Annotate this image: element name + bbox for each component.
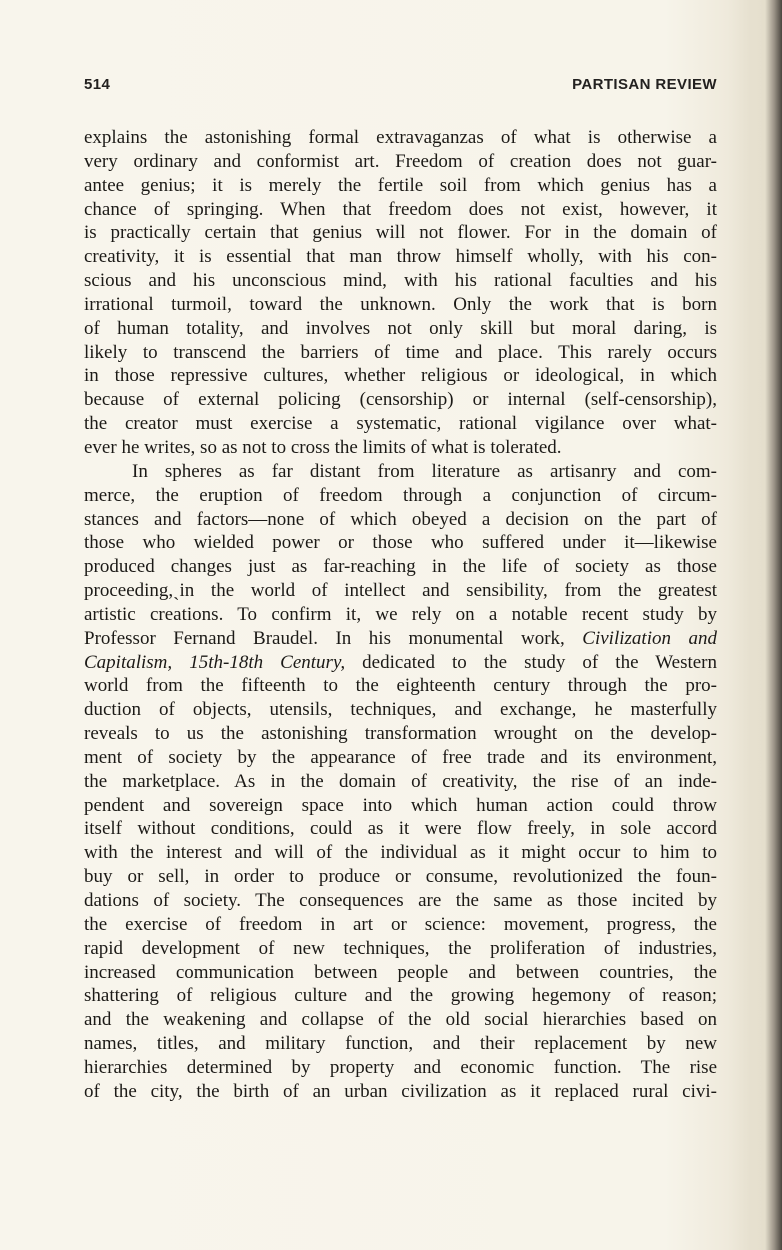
text-line: pendent and sovereign space into which human action could throw — [84, 794, 717, 816]
text-line: increased communication between people and between countries, the — [84, 961, 717, 983]
text-line: creativity, it is essential that man throw himself wholly, with his con- — [84, 246, 717, 268]
text-line: those who wielded power or those who suffered under it—likewise — [84, 532, 717, 554]
text-line: scious and his unconscious mind, with his rational faculties and his — [84, 270, 717, 292]
binding-edge-shadow — [756, 0, 782, 1250]
text-line: irrational turmoil, toward the unknown. Only the work that is born — [84, 293, 717, 315]
text-line-paragraph-end: ever he writes, so as not to cross the limits of what is tolerated. — [84, 436, 562, 458]
text-line: explains the astonishing formal extravaganzas of what is otherwise a — [84, 127, 717, 148]
text-line-with-title — [84, 627, 717, 651]
text-line: ment of society by the appearance of free trade and its environment, — [84, 746, 717, 768]
text-line: and the weakening and collapse of the old social hierarchies based on — [84, 1009, 717, 1031]
text-line: is practically certain that genius will not flower. For in the domain of — [84, 222, 717, 244]
text-line: of human totality, and involves not only skill but moral daring, is — [84, 317, 717, 339]
book-title-continued: Capitalism, 15th-18th Century, — [84, 651, 346, 673]
text-line: dations of society. The consequences are the same as those incited by — [84, 890, 717, 911]
book-title: Civilization and — [582, 627, 717, 649]
text-fragment: Professor Fernand Braudel. In his monumental work, — [84, 627, 565, 649]
text-line: shattering of religious culture and the growing hegemony of reason; — [84, 985, 717, 1007]
text-line: duction of objects, utensils, techniques, and exchange, he masterfully — [84, 699, 717, 721]
text-line-with-title — [84, 651, 717, 675]
text-line: chance of springing. When that freedom does not exist, however, it — [84, 198, 717, 220]
text-line: artistic creations. To confirm it, we rely on a notable recent study by — [84, 603, 717, 625]
text-line: names, titles, and military function, and their replacement by new — [84, 1033, 717, 1055]
text-line: antee genius; it is merely the fertile soil from which genius has a — [84, 174, 717, 196]
text-line: merce, the eruption of freedom through a conjunction of circum- — [84, 484, 717, 506]
text-line: because of external policing (censorship) or internal (self-censorship), — [84, 389, 717, 411]
text-line: very ordinary and conformist art. Freedom of creation does not guar- — [84, 150, 717, 172]
text-line: buy or sell, in order to produce or consume, revolutionized the foun- — [84, 866, 717, 888]
text-line: the exercise of freedom in art or science: movement, progress, the — [84, 913, 717, 935]
running-head: PARTISAN REVIEW — [572, 76, 717, 93]
text-line: with the interest and will of the individual as it might occur to him to — [84, 842, 717, 864]
page-header — [84, 76, 717, 100]
text-line: the creator must exercise a systematic, rational vigilance over what- — [84, 413, 717, 435]
text-line: world from the fifteenth to the eighteenth century through the pro- — [84, 675, 717, 697]
page-number: 514 — [84, 76, 111, 93]
text-line: stances and factors—none of which obeyed a decision on the part of — [84, 508, 717, 530]
text-line: hierarchies determined by property and economic function. The rise — [84, 1056, 717, 1078]
text-line: itself without conditions, could as it were flow freely, in sole accord — [84, 818, 717, 840]
text-line: reveals to us the astonishing transformation wrought on the develop- — [84, 723, 717, 745]
text-line: of the city, the birth of an urban civilization as it replaced rural civi- — [84, 1080, 717, 1102]
text-line: the marketplace. As in the domain of creativity, the rise of an inde- — [84, 770, 717, 792]
text-line: proceeding,ˏin the world of intellect and sensibility, from the greatest — [84, 580, 717, 602]
text-line-paragraph-start: In spheres as far distant from literature as artisanry and com- — [132, 460, 717, 482]
text-line: in those repressive cultures, whether religious or ideological, in which — [84, 365, 717, 387]
text-line: likely to transcend the barriers of time and place. This rarely occurs — [84, 341, 717, 363]
body-text — [84, 126, 717, 1104]
text-fragment: dedicated to the study of the Western — [362, 651, 718, 673]
text-line: rapid development of new techniques, the proliferation of industries, — [84, 937, 717, 959]
text-line: produced changes just as far-reaching in the life of society as those — [84, 556, 717, 578]
